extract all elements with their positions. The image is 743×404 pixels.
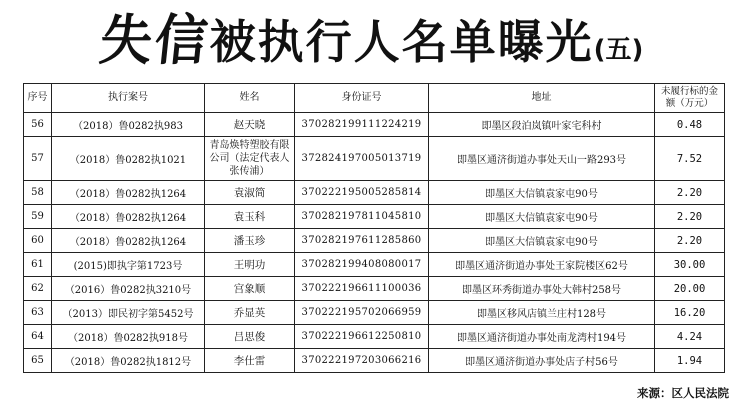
page-title	[0, 4, 743, 78]
cell-amount: 16.20	[655, 301, 725, 325]
table-row	[24, 137, 725, 181]
cell-amount: 4.24	[655, 325, 725, 349]
cell-name: 青岛焕特塑胶有限公司（法定代表人张传浦）	[205, 137, 295, 181]
cell-no: 60	[24, 229, 52, 253]
cell-no: 59	[24, 205, 52, 229]
table-row	[24, 229, 725, 253]
table-row	[24, 301, 725, 325]
cell-amount: 30.00	[655, 253, 725, 277]
cell-id: 370222196612250810	[295, 325, 429, 349]
cell-address: 即墨区段泊岚镇叶家宅科村	[429, 113, 655, 137]
cell-address: 即墨区大信镇袁家屯90号	[429, 181, 655, 205]
cell-amount: 2.20	[655, 229, 725, 253]
table-row	[24, 181, 725, 205]
cell-name: 赵天晓	[205, 113, 295, 137]
cell-amount: 7.52	[655, 137, 725, 181]
cell-name: 乔显英	[205, 301, 295, 325]
defaulter-table	[23, 83, 725, 373]
cell-no: 64	[24, 325, 52, 349]
table-row	[24, 205, 725, 229]
cell-id: 370222195702066959	[295, 301, 429, 325]
table-row	[24, 253, 725, 277]
cell-address: 即墨区通济街道办事处店子村56号	[429, 349, 655, 373]
cell-address: 即墨区通济街道办事处天山一路293号	[429, 137, 655, 181]
table-row	[24, 325, 725, 349]
cell-id: 370222197203066216	[295, 349, 429, 373]
cell-name: 袁玉科	[205, 205, 295, 229]
title-suffix-text: (五)	[593, 35, 644, 65]
cell-address: 即墨区通济街道办事处王家院楼区62号	[429, 253, 655, 277]
cell-case: （2018）鲁0282执983	[52, 113, 205, 137]
header-amount: 未履行标的金额（万元）	[655, 84, 725, 113]
cell-no: 61	[24, 253, 52, 277]
cell-id: 370222195005285814	[295, 181, 429, 205]
cell-id: 370282199111224219	[295, 113, 429, 137]
header-address: 地址	[429, 84, 655, 113]
cell-case: （2018）鲁0282执1021	[52, 137, 205, 181]
table-row	[24, 349, 725, 373]
header-name: 姓名	[205, 84, 295, 113]
cell-id: 372824197005013719	[295, 137, 429, 181]
header-no: 序号	[24, 84, 52, 113]
cell-case: （2018）鲁0282执918号	[52, 325, 205, 349]
title-main-text: 被执行人名单曝光	[209, 15, 594, 69]
cell-name: 王明功	[205, 253, 295, 277]
cell-case: （2016）鲁0282执3210号	[52, 277, 205, 301]
cell-address: 即墨区大信镇袁家屯90号	[429, 229, 655, 253]
cell-case: （2018）鲁0282执1812号	[52, 349, 205, 373]
cell-no: 58	[24, 181, 52, 205]
title-brush-text: 失信	[96, 8, 214, 73]
cell-id: 370222196611100036	[295, 277, 429, 301]
cell-name: 潘玉珍	[205, 229, 295, 253]
table-row	[24, 113, 725, 137]
cell-case: （2018）鲁0282执1264	[52, 229, 205, 253]
cell-amount: 2.20	[655, 205, 725, 229]
cell-address: 即墨区大信镇袁家屯90号	[429, 205, 655, 229]
cell-name: 吕思俊	[205, 325, 295, 349]
cell-case: （2013）即民初字第5452号	[52, 301, 205, 325]
cell-address: 即墨区通济街道办事处南龙湾村194号	[429, 325, 655, 349]
cell-name: 宫象顺	[205, 277, 295, 301]
cell-no: 56	[24, 113, 52, 137]
cell-case: （2018）鲁0282执1264	[52, 205, 205, 229]
cell-case: (2015)即执字第1723号	[52, 253, 205, 277]
cell-id: 370282197811045810	[295, 205, 429, 229]
cell-address: 即墨区移风店镇兰庄村128号	[429, 301, 655, 325]
cell-amount: 1.94	[655, 349, 725, 373]
cell-address: 即墨区环秀街道办事处大韩村258号	[429, 277, 655, 301]
cell-id: 370282197611285860	[295, 229, 429, 253]
cell-no: 63	[24, 301, 52, 325]
cell-amount: 0.48	[655, 113, 725, 137]
header-id: 身份证号	[295, 84, 429, 113]
cell-no: 62	[24, 277, 52, 301]
table-row	[24, 277, 725, 301]
cell-amount: 20.00	[655, 277, 725, 301]
source-note: 来源：区人民法院	[637, 386, 729, 400]
cell-amount: 2.20	[655, 181, 725, 205]
cell-no: 65	[24, 349, 52, 373]
cell-name: 袁淑简	[205, 181, 295, 205]
table-header-row	[24, 84, 725, 113]
cell-id: 370282199408080017	[295, 253, 429, 277]
cell-no: 57	[24, 137, 52, 181]
cell-case: （2018）鲁0282执1264	[52, 181, 205, 205]
cell-name: 李仕雷	[205, 349, 295, 373]
header-case: 执行案号	[52, 84, 205, 113]
